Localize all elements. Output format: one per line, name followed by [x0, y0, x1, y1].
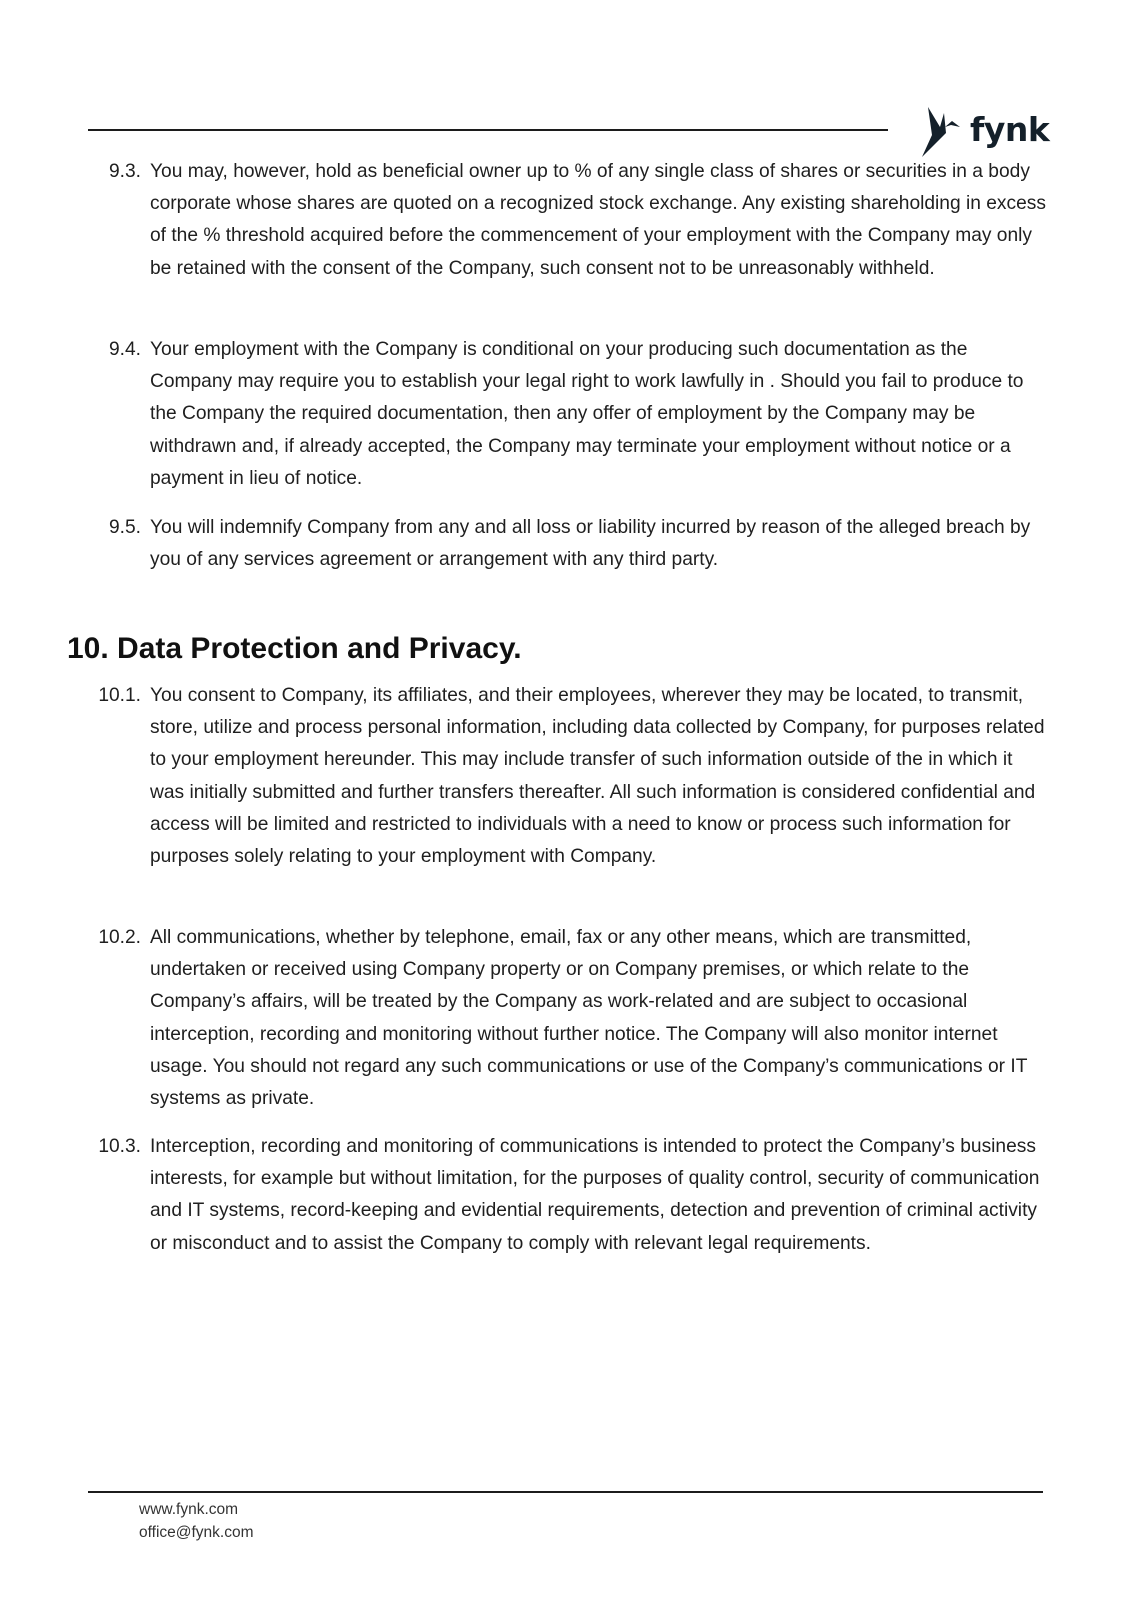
- clause-text: You may, however, hold as beneficial owner up to % of any single class of shares or securities in a body corporate whose shares are quoted on a recognized stock exchange. Any existing shareholding in excess of the % threshold acquired before the commencement of your employment with the Company may only be retained with the consent of the Company, such consent not to be unreasonably withheld.: [150, 161, 1046, 279]
- footer-divider: [88, 1491, 1043, 1493]
- footer-website: www.fynk.com: [139, 1501, 239, 1518]
- clause-number: 10.2.: [98, 927, 141, 948]
- section-heading-data-protection: 10. Data Protection and Privacy.: [67, 632, 522, 665]
- fynk-logo: [918, 104, 1049, 160]
- clause-text: Interception, recording and monitoring of communications is intended to protect the Company’s business interests, for example but without limitation, for the purposes of quality control, security of communication and IT systems, record-keeping and evidential requirements, detection and prevention of criminal activity or misconduct and to assist the Company to comply with relevant legal requirements.: [150, 1136, 1040, 1254]
- clause-text: Your employment with the Company is conditional on your producing such documentation as the Company may require you to establish your legal right to work lawfully in . Should you fail to produce to the Company the required documentation, then any offer of employment by the Company may be withdrawn and, if already accepted, the Company may terminate your employment without notice or a payment in lieu of notice.: [150, 339, 1024, 489]
- footer-email: office@fynk.com: [139, 1524, 254, 1541]
- logo-wordmark: fynk: [970, 109, 1050, 149]
- header-divider: [88, 129, 888, 131]
- clause-number: 9.3.: [108, 161, 141, 182]
- clause-text: You consent to Company, its affiliates, and their employees, wherever they may be located, to transmit, store, utilize and process personal information, including data collected by Company, for purposes related to your employment hereunder. This may include transfer of such information outside of the in which it was initially submitted and further transfers thereafter. All such information is considered confidential and access will be limited and restricted to individuals with a need to know or process such information for purposes solely relating to your employment with Company.: [150, 685, 1045, 868]
- bird-logo-icon: [918, 105, 962, 159]
- clause-number: 9.4.: [108, 339, 141, 360]
- clause-number: 10.3.: [98, 1136, 141, 1157]
- clause-number: 9.5.: [108, 517, 141, 538]
- clause-text: All communications, whether by telephone, email, fax or any other means, which are transmitted, undertaken or received using Company property or on Company premises, or which relate to the Company’s affairs, will be treated by the Company as work-related and are subject to occasional interception, recording and monitoring without further notice. The Company will also monitor internet usage. You should not regard any such communications or use of the Company’s communications or IT systems as private.: [150, 927, 1028, 1110]
- clause-number: 10.1.: [98, 685, 141, 706]
- clause-text: You will indemnify Company from any and all loss or liability incurred by reason of the alleged breach by you of any services agreement or arrangement with any third party.: [150, 517, 1031, 571]
